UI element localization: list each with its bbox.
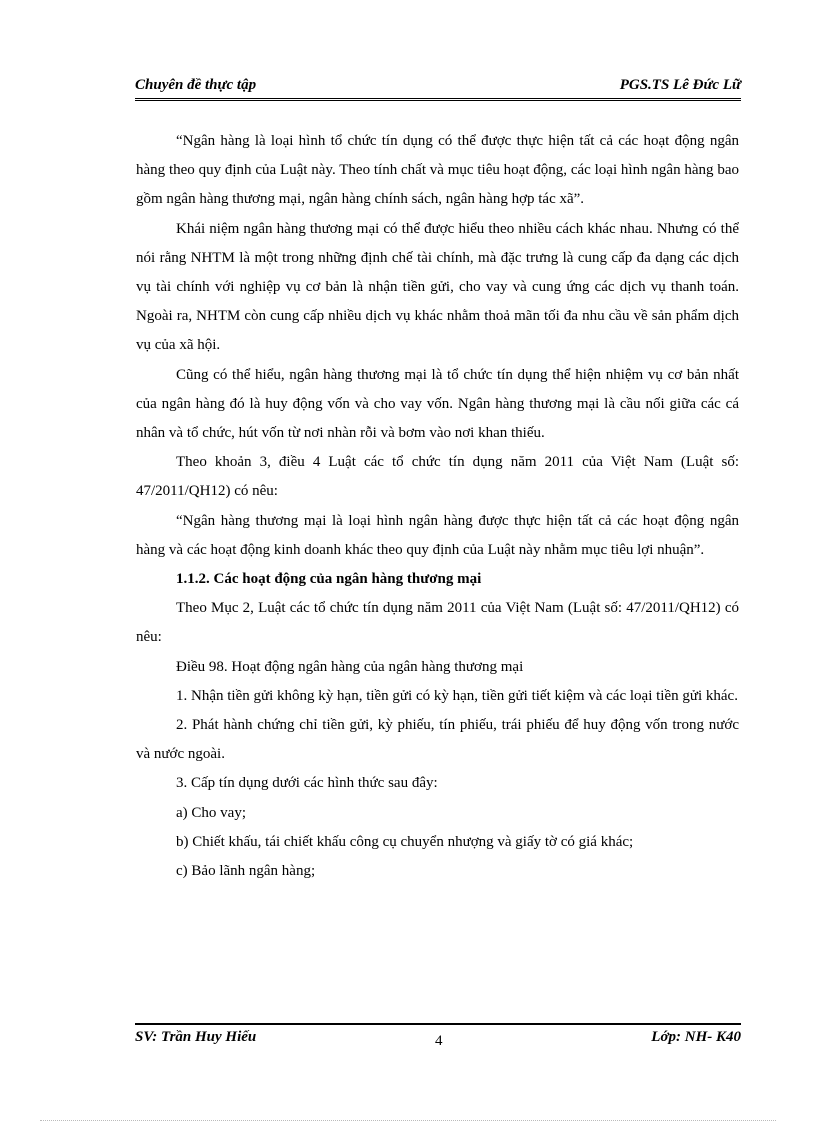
paragraph: Khái niệm ngân hàng thương mại có thể được hiểu theo nhiều cách khác nhau. Nhưng có thể nói rằng NHTM là một trong những định chế tài chính, mà đặc trưng là cung cấp đa dạng các dịch vụ tài chính với nghiệp vụ cơ bản là nhận tiền gửi, cho vay và cung ứng các dịch vụ thanh toán. Ngoài ra, NHTM còn cung cấp nhiều dịch vụ khác nhằm thoả mãn tối đa nhu cầu về sản phẩm dịch vụ của xã hội. — [136, 220, 739, 354]
footer-class: Lớp: NH- K40 — [651, 1029, 741, 1045]
list-item: c) Bảo lãnh ngân hàng; — [176, 863, 316, 880]
header-title: Chuyên đề thực tập — [135, 77, 257, 93]
footer-divider — [135, 1023, 741, 1025]
footer-student: SV: Trần Huy Hiếu — [135, 1029, 257, 1045]
paragraph: “Ngân hàng là loại hình tổ chức tín dụng có thể được thực hiện tất cả các hoạt động ngân hàng theo quy định của Luật này. Theo tính chất và mục tiêu hoạt động, các loại hình ngân hàng bao gồm ngân hàng thương mại, ngân hàng chính sách, ngân hàng hợp tác xã”. — [136, 133, 739, 208]
list-item: a) Cho vay; — [176, 804, 246, 821]
paragraph: Theo khoản 3, điều 4 Luật các tổ chức tín dụng năm 2011 của Việt Nam (Luật số: 47/2011/QH12) có nêu: — [136, 454, 739, 500]
page-number: 4 — [435, 1033, 443, 1049]
list-item: 2. Phát hành chứng chỉ tiền gửi, kỳ phiếu, tín phiếu, trái phiếu để huy động vốn trong nước và nước ngoài. — [136, 717, 739, 763]
paragraph: Điều 98. Hoạt động ngân hàng của ngân hàng thương mại — [176, 658, 524, 675]
list-item: b) Chiết khấu, tái chiết khấu công cụ chuyển nhượng và giấy tờ có giá khác; — [176, 833, 634, 850]
paragraph: “Ngân hàng thương mại là loại hình ngân hàng được thực hiện tất cả các hoạt động ngân hàng và các hoạt động kinh doanh khác theo quy định của Luật này nhằm mục tiêu lợi nhuận”. — [136, 512, 739, 558]
page-header — [135, 74, 741, 101]
paragraph: Cũng có thể hiểu, ngân hàng thương mại là tổ chức tín dụng thể hiện nhiệm vụ cơ bản nhất của ngân hàng đó là huy động vốn và cho vay vốn. Ngân hàng thương mại là cầu nối giữa các cá nhân và tổ chức, hút vốn từ nơi nhàn rỗi và bơm vào nơi khan thiếu. — [136, 366, 739, 442]
page-edge-divider — [40, 1120, 776, 1121]
document-body — [136, 127, 739, 886]
list-item: 3. Cấp tín dụng dưới các hình thức sau đây: — [176, 775, 438, 792]
section-heading: 1.1.2. Các hoạt động của ngân hàng thương mại — [176, 571, 482, 588]
header-author: PGS.TS Lê Đức Lữ — [619, 77, 741, 93]
page-footer — [135, 1027, 741, 1049]
list-item: 1. Nhận tiền gửi không kỳ hạn, tiền gửi có kỳ hạn, tiền gửi tiết kiệm và các loại tiền gửi khác. — [176, 687, 738, 704]
paragraph: Theo Mục 2, Luật các tổ chức tín dụng năm 2011 của Việt Nam (Luật số: 47/2011/QH12) có nêu: — [136, 600, 739, 646]
